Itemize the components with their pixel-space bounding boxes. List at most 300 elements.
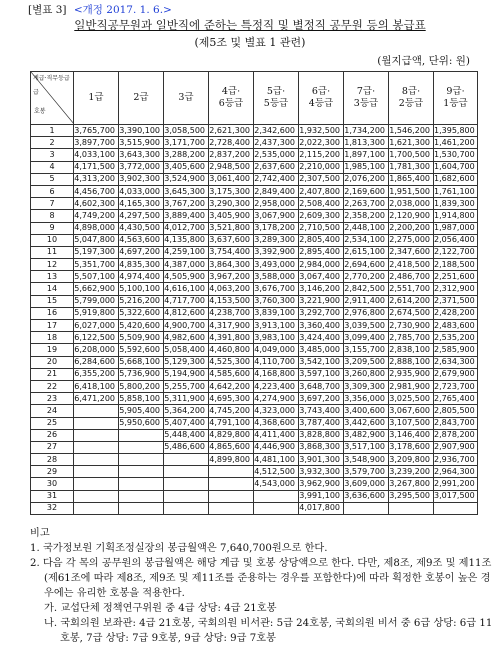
- salary-cell: 4,135,800: [164, 234, 209, 246]
- salary-cell: 3,017,500: [434, 490, 478, 502]
- salary-cell: 2,948,500: [209, 161, 254, 173]
- salary-cell: 3,289,300: [254, 234, 299, 246]
- salary-cell: 3,787,400: [299, 417, 344, 429]
- salary-cell: 6,284,600: [74, 356, 119, 368]
- salary-cell: 4,835,300: [119, 259, 164, 271]
- salary-cell: 5,058,400: [164, 344, 209, 356]
- salary-cell: 3,175,300: [209, 185, 254, 197]
- salary-cell: 2,312,900: [434, 283, 478, 295]
- step-number-cell: 1: [31, 125, 74, 137]
- salary-cell: 2,981,900: [389, 380, 434, 392]
- table-row: [31, 344, 478, 356]
- salary-cell: [164, 454, 209, 466]
- table-row: [31, 161, 478, 173]
- salary-cell: 2,710,500: [299, 222, 344, 234]
- step-number-cell: 15: [31, 295, 74, 307]
- table-row: [31, 173, 478, 185]
- salary-cell: 4,153,500: [209, 295, 254, 307]
- salary-cell: 2,358,200: [344, 210, 389, 222]
- salary-cell: 1,987,000: [434, 222, 478, 234]
- salary-cell: 2,634,300: [434, 356, 478, 368]
- salary-cell: 3,697,200: [299, 393, 344, 405]
- notes-section: [30, 526, 495, 646]
- salary-cell: [74, 405, 119, 417]
- step-number-cell: 20: [31, 356, 74, 368]
- salary-cell: 3,309,300: [344, 380, 389, 392]
- step-number-cell: 2: [31, 137, 74, 149]
- salary-cell: [119, 490, 164, 502]
- salary-cell: 3,517,100: [344, 441, 389, 453]
- table-row: [31, 478, 478, 490]
- salary-cell: 4,697,200: [119, 246, 164, 258]
- table-row: [31, 320, 478, 332]
- salary-cell: 2,984,000: [299, 259, 344, 271]
- salary-cell: 2,585,900: [434, 344, 478, 356]
- salary-cell: 3,424,400: [299, 332, 344, 344]
- table-row: [31, 295, 478, 307]
- salary-cell: 5,950,600: [119, 417, 164, 429]
- salary-cell: [164, 502, 209, 514]
- salary-cell: 2,964,300: [434, 466, 478, 478]
- step-number-cell: 27: [31, 441, 74, 453]
- salary-cell: 2,679,900: [434, 368, 478, 380]
- salary-cell: 4,274,900: [254, 393, 299, 405]
- salary-cell: 2,936,700: [434, 454, 478, 466]
- salary-cell: 3,767,200: [164, 198, 209, 210]
- salary-cell: 2,907,900: [434, 441, 478, 453]
- salary-cell: 3,099,400: [344, 332, 389, 344]
- salary-cell: 4,387,000: [164, 259, 209, 271]
- salary-cell: 2,251,600: [434, 271, 478, 283]
- step-number-cell: 14: [31, 283, 74, 295]
- salary-cell: 5,129,300: [164, 356, 209, 368]
- salary-cell: 2,483,600: [434, 320, 478, 332]
- salary-cell: 3,636,600: [344, 490, 389, 502]
- salary-cell: 3,493,000: [254, 259, 299, 271]
- salary-cell: 3,645,300: [164, 185, 209, 197]
- table-row: [31, 356, 478, 368]
- table-row: [31, 185, 478, 197]
- salary-cell: 1,865,400: [389, 173, 434, 185]
- salary-cell: [209, 478, 254, 490]
- step-number-cell: 28: [31, 454, 74, 466]
- salary-cell: 3,067,900: [254, 210, 299, 222]
- salary-cell: 3,579,700: [344, 466, 389, 478]
- step-number-cell: 5: [31, 173, 74, 185]
- salary-cell: 4,033,000: [119, 185, 164, 197]
- salary-cell: 3,637,600: [209, 234, 254, 246]
- salary-cell: 3,025,500: [389, 393, 434, 405]
- table-row: [31, 259, 478, 271]
- salary-cell: 2,805,500: [434, 405, 478, 417]
- salary-cell: 4,642,200: [209, 380, 254, 392]
- salary-cell: 3,171,700: [164, 137, 209, 149]
- salary-cell: 5,799,000: [74, 295, 119, 307]
- step-number-cell: 24: [31, 405, 74, 417]
- salary-cell: 3,067,600: [389, 405, 434, 417]
- salary-cell: [74, 502, 119, 514]
- salary-cell: 2,307,500: [299, 173, 344, 185]
- column-header: 9급· 1등급: [434, 72, 478, 125]
- salary-cell: 6,355,200: [74, 368, 119, 380]
- salary-cell: [254, 490, 299, 502]
- salary-cell: 5,047,800: [74, 234, 119, 246]
- salary-cell: 2,407,800: [299, 185, 344, 197]
- salary-cell: 2,428,200: [434, 307, 478, 319]
- salary-cell: 2,614,200: [389, 295, 434, 307]
- salary-cell: [164, 478, 209, 490]
- step-number-cell: 9: [31, 222, 74, 234]
- table-row: [31, 137, 478, 149]
- salary-cell: 5,800,200: [119, 380, 164, 392]
- salary-cell: 3,155,700: [344, 344, 389, 356]
- salary-cell: 1,621,300: [389, 137, 434, 149]
- salary-cell: 2,838,100: [389, 344, 434, 356]
- salary-cell: [119, 454, 164, 466]
- table-row: [31, 405, 478, 417]
- salary-cell: 2,805,400: [299, 234, 344, 246]
- salary-cell: 2,371,500: [434, 295, 478, 307]
- salary-cell: 2,275,000: [389, 234, 434, 246]
- salary-cell: 2,849,400: [254, 185, 299, 197]
- step-number-cell: 22: [31, 380, 74, 392]
- step-number-cell: 32: [31, 502, 74, 514]
- salary-cell: 2,534,100: [344, 234, 389, 246]
- step-number-cell: 11: [31, 246, 74, 258]
- salary-cell: 2,342,600: [254, 125, 299, 137]
- salary-cell: 3,107,500: [389, 417, 434, 429]
- step-number-cell: 12: [31, 259, 74, 271]
- table-header-row: [31, 72, 478, 125]
- salary-cell: 3,400,600: [344, 405, 389, 417]
- annex-header: [0, 2, 500, 18]
- step-number-cell: 21: [31, 368, 74, 380]
- salary-cell: 3,288,200: [164, 149, 209, 161]
- salary-cell: 4,898,000: [74, 222, 119, 234]
- table-row: [31, 222, 478, 234]
- salary-cell: 5,194,900: [164, 368, 209, 380]
- document-subtitle: (제5조 및 별표 1 관련): [194, 36, 306, 49]
- salary-cell: 3,754,400: [209, 246, 254, 258]
- salary-cell: 2,888,100: [389, 356, 434, 368]
- salary-cell: [209, 466, 254, 478]
- salary-cell: 3,548,900: [344, 454, 389, 466]
- salary-cell: 4,481,100: [254, 454, 299, 466]
- salary-cell: 3,061,400: [209, 173, 254, 185]
- step-number-cell: 4: [31, 161, 74, 173]
- salary-cell: 4,238,700: [209, 307, 254, 319]
- salary-cell: 2,730,900: [389, 320, 434, 332]
- salary-cell: 3,902,300: [119, 173, 164, 185]
- table-row: [31, 332, 478, 344]
- salary-cell: 6,027,000: [74, 320, 119, 332]
- salary-cell: 2,076,200: [344, 173, 389, 185]
- salary-cell: 4,695,300: [209, 393, 254, 405]
- salary-cell: 3,392,900: [254, 246, 299, 258]
- salary-cell: 2,056,400: [434, 234, 478, 246]
- salary-cell: 4,460,800: [209, 344, 254, 356]
- salary-cell: 4,602,300: [74, 198, 119, 210]
- salary-cell: 1,461,200: [434, 137, 478, 149]
- salary-cell: 3,889,400: [164, 210, 209, 222]
- salary-cell: 3,643,300: [119, 149, 164, 161]
- corner-top-label: 계급·직무등급: [33, 75, 70, 82]
- salary-cell: 4,616,100: [164, 283, 209, 295]
- column-header: 5급· 5등급: [254, 72, 299, 125]
- salary-cell: [254, 502, 299, 514]
- table-row: [31, 490, 478, 502]
- salary-cell: 2,837,200: [209, 149, 254, 161]
- corner-bottom-label: 호봉: [34, 108, 46, 115]
- salary-cell: [119, 478, 164, 490]
- salary-cell: 4,317,900: [209, 320, 254, 332]
- salary-cell: 2,911,400: [344, 295, 389, 307]
- salary-cell: 2,188,500: [434, 259, 478, 271]
- salary-cell: 2,508,400: [299, 198, 344, 210]
- salary-cell: 2,615,100: [344, 246, 389, 258]
- column-header: 7급· 3등급: [344, 72, 389, 125]
- salary-cell: 2,991,200: [434, 478, 478, 490]
- salary-cell: 3,067,400: [299, 271, 344, 283]
- table-row: [31, 307, 478, 319]
- table-row: [31, 246, 478, 258]
- salary-cell: 5,509,900: [119, 332, 164, 344]
- salary-cell: 2,935,900: [389, 368, 434, 380]
- salary-cell: 3,932,300: [299, 466, 344, 478]
- salary-cell: 2,843,700: [434, 417, 478, 429]
- salary-cell: 4,585,600: [209, 368, 254, 380]
- salary-cell: 3,405,600: [164, 161, 209, 173]
- salary-cell: 1,897,100: [344, 149, 389, 161]
- salary-cell: 4,974,400: [119, 271, 164, 283]
- salary-cell: 3,239,200: [389, 466, 434, 478]
- salary-cell: 4,791,100: [209, 417, 254, 429]
- salary-cell: 3,442,600: [344, 417, 389, 429]
- step-number-cell: 17: [31, 320, 74, 332]
- salary-cell: 4,259,100: [164, 246, 209, 258]
- salary-cell: 2,742,400: [254, 173, 299, 185]
- salary-cell: 3,983,100: [254, 332, 299, 344]
- salary-cell: 3,390,100: [119, 125, 164, 137]
- salary-cell: 5,197,300: [74, 246, 119, 258]
- salary-cell: 2,621,300: [209, 125, 254, 137]
- step-number-cell: 6: [31, 185, 74, 197]
- salary-cell: 4,512,500: [254, 466, 299, 478]
- salary-cell: 1,546,200: [389, 125, 434, 137]
- note-item-1: 1. 국가정보원 기획조정실장의 봉급월액은 7,640,700원으로 한다.: [30, 543, 328, 554]
- salary-cell: 1,914,800: [434, 210, 478, 222]
- note-item-2b: 나. 국회의원 보좌관: 4급 21호봉, 국회의원 비서관: 5급 24호봉, 국회의원 비서 중 6급 상당: 6급 11호봉, 7급 상당: 7급 9호봉, 9급 상당: 9급 7호봉: [44, 618, 493, 644]
- salary-cell: 3,521,800: [209, 222, 254, 234]
- salary-cell: 4,563,600: [119, 234, 164, 246]
- salary-cell: 4,171,500: [74, 161, 119, 173]
- salary-cell: [119, 502, 164, 514]
- salary-cell: 2,551,700: [389, 283, 434, 295]
- step-number-cell: 7: [31, 198, 74, 210]
- column-header: 6급· 4등급: [299, 72, 344, 125]
- salary-cell: 4,430,500: [119, 222, 164, 234]
- salary-cell: 3,146,400: [389, 429, 434, 441]
- salary-cell: 4,391,800: [209, 332, 254, 344]
- salary-cell: 4,446,900: [254, 441, 299, 453]
- salary-cell: [119, 441, 164, 453]
- salary-cell: [74, 441, 119, 453]
- salary-cell: 1,682,600: [434, 173, 478, 185]
- salary-cell: 2,263,700: [344, 198, 389, 210]
- salary-cell: 2,976,800: [344, 307, 389, 319]
- salary-cell: [434, 502, 478, 514]
- salary-cell: 2,122,700: [434, 246, 478, 258]
- salary-cell: 3,178,600: [389, 441, 434, 453]
- salary-cell: 3,765,700: [74, 125, 119, 137]
- salary-cell: 3,178,200: [254, 222, 299, 234]
- step-number-cell: 25: [31, 417, 74, 429]
- salary-cell: 5,216,200: [119, 295, 164, 307]
- salary-cell: 2,200,200: [389, 222, 434, 234]
- salary-cell: 3,962,900: [299, 478, 344, 490]
- salary-cell: [209, 502, 254, 514]
- salary-cell: 4,525,300: [209, 356, 254, 368]
- table-row: [31, 454, 478, 466]
- salary-cell: 5,448,400: [164, 429, 209, 441]
- column-header: 2급: [119, 72, 164, 125]
- salary-cell: 2,448,100: [344, 222, 389, 234]
- salary-cell: 1,951,500: [389, 185, 434, 197]
- note-item-2: 2. 다음 각 목의 공무원의 봉급월액은 해당 계급 및 호봉 상당액으로 한다. 다만, 제8조, 제9조 및 제11조(제61조에 따라 제8조, 제9조 및 제11조를 준용하는 경우를 포함한다)에 따라 획정한 호봉이 높은 경우에는 유리한 호봉을 적용한다.: [30, 558, 492, 599]
- salary-cell: 4,829,800: [209, 429, 254, 441]
- salary-cell: 5,322,600: [119, 307, 164, 319]
- salary-cell: 1,761,100: [434, 185, 478, 197]
- notes-heading: 비고: [30, 528, 50, 539]
- salary-cell: 2,878,200: [434, 429, 478, 441]
- salary-cell: 3,760,300: [254, 295, 299, 307]
- salary-cell: 3,058,500: [164, 125, 209, 137]
- salary-cell: 4,982,600: [164, 332, 209, 344]
- salary-cell: 4,543,000: [254, 478, 299, 490]
- salary-cell: 3,524,900: [164, 173, 209, 185]
- step-number-cell: 26: [31, 429, 74, 441]
- column-header: 4급· 6등급: [209, 72, 254, 125]
- salary-cell: 3,221,900: [299, 295, 344, 307]
- salary-cell: [344, 502, 389, 514]
- salary-cell: 2,785,700: [389, 332, 434, 344]
- table-row: [31, 234, 478, 246]
- table-row: [31, 441, 478, 453]
- salary-cell: 2,958,000: [254, 198, 299, 210]
- salary-cell: [164, 490, 209, 502]
- salary-cell: 5,905,400: [119, 405, 164, 417]
- salary-cell: 1,839,300: [434, 198, 478, 210]
- salary-cell: 4,063,200: [209, 283, 254, 295]
- salary-cell: 3,039,500: [344, 320, 389, 332]
- salary-cell: 2,694,600: [344, 259, 389, 271]
- salary-cell: 5,255,700: [164, 380, 209, 392]
- salary-cell: 3,676,700: [254, 283, 299, 295]
- salary-cell: 2,347,600: [389, 246, 434, 258]
- salary-cell: 4,168,800: [254, 368, 299, 380]
- document-title: 일반직공무원과 일반직에 준하는 특정직 및 별정직 공무원 등의 봉급표: [74, 18, 426, 32]
- table-row: [31, 417, 478, 429]
- salary-cell: 3,609,000: [344, 478, 389, 490]
- salary-cell: [119, 429, 164, 441]
- salary-cell: 3,991,100: [299, 490, 344, 502]
- salary-cell: 5,486,600: [164, 441, 209, 453]
- salary-cell: 2,120,900: [389, 210, 434, 222]
- salary-cell: 4,297,500: [119, 210, 164, 222]
- salary-cell: 3,267,800: [389, 478, 434, 490]
- salary-cell: 3,209,500: [344, 356, 389, 368]
- table-row: [31, 125, 478, 137]
- step-number-cell: 8: [31, 210, 74, 222]
- salary-cell: 1,734,200: [344, 125, 389, 137]
- note-item-2a: 가. 교섭단체 정책연구위원 중 4급 상당: 4급 21호봉: [44, 603, 277, 614]
- salary-cell: [74, 478, 119, 490]
- salary-cell: [209, 490, 254, 502]
- salary-cell: 5,662,900: [74, 283, 119, 295]
- annex-label: [별표 3]: [28, 4, 67, 16]
- table-row: [31, 271, 478, 283]
- table-row: [31, 393, 478, 405]
- salary-cell: 6,471,200: [74, 393, 119, 405]
- salary-cell: 3,542,100: [299, 356, 344, 368]
- table-row: [31, 429, 478, 441]
- salary-cell: 4,033,100: [74, 149, 119, 161]
- salary-cell: [74, 466, 119, 478]
- salary-cell: 3,260,800: [344, 368, 389, 380]
- salary-cell: [74, 454, 119, 466]
- table-row: [31, 380, 478, 392]
- salary-cell: 5,364,200: [164, 405, 209, 417]
- salary-cell: 3,295,500: [389, 490, 434, 502]
- salary-cell: 5,736,900: [119, 368, 164, 380]
- salary-cell: 2,770,200: [344, 271, 389, 283]
- salary-cell: 2,842,500: [344, 283, 389, 295]
- salary-cell: [119, 466, 164, 478]
- salary-cell: 5,668,100: [119, 356, 164, 368]
- salary-cell: 2,038,000: [389, 198, 434, 210]
- step-number-cell: 18: [31, 332, 74, 344]
- corner-mid-label: 급: [33, 89, 39, 96]
- salary-cell: 2,486,700: [389, 271, 434, 283]
- salary-cell: 1,932,500: [299, 125, 344, 137]
- salary-cell: 3,360,400: [299, 320, 344, 332]
- salary-cell: 2,437,300: [254, 137, 299, 149]
- salary-cell: 2,210,000: [299, 161, 344, 173]
- salary-cell: 2,674,500: [389, 307, 434, 319]
- salary-cell: 3,864,300: [209, 259, 254, 271]
- salary-cell: [74, 429, 119, 441]
- salary-cell: 4,323,000: [254, 405, 299, 417]
- salary-cell: 1,395,800: [434, 125, 478, 137]
- salary-cell: 4,049,000: [254, 344, 299, 356]
- step-number-cell: 3: [31, 149, 74, 161]
- salary-cell: 4,012,700: [164, 222, 209, 234]
- salary-cell: 3,648,700: [299, 380, 344, 392]
- salary-cell: 3,839,100: [254, 307, 299, 319]
- salary-cell: 3,597,100: [299, 368, 344, 380]
- step-number-cell: 30: [31, 478, 74, 490]
- salary-cell: 4,368,600: [254, 417, 299, 429]
- salary-cell: 3,405,900: [209, 210, 254, 222]
- salary-cell: 2,895,400: [299, 246, 344, 258]
- salary-cell: 4,411,400: [254, 429, 299, 441]
- step-number-cell: 23: [31, 393, 74, 405]
- salary-cell: 5,420,600: [119, 320, 164, 332]
- salary-cell: 2,418,500: [389, 259, 434, 271]
- salary-cell: 3,901,300: [299, 454, 344, 466]
- salary-cell: 1,700,500: [389, 149, 434, 161]
- salary-cell: 2,723,700: [434, 380, 478, 392]
